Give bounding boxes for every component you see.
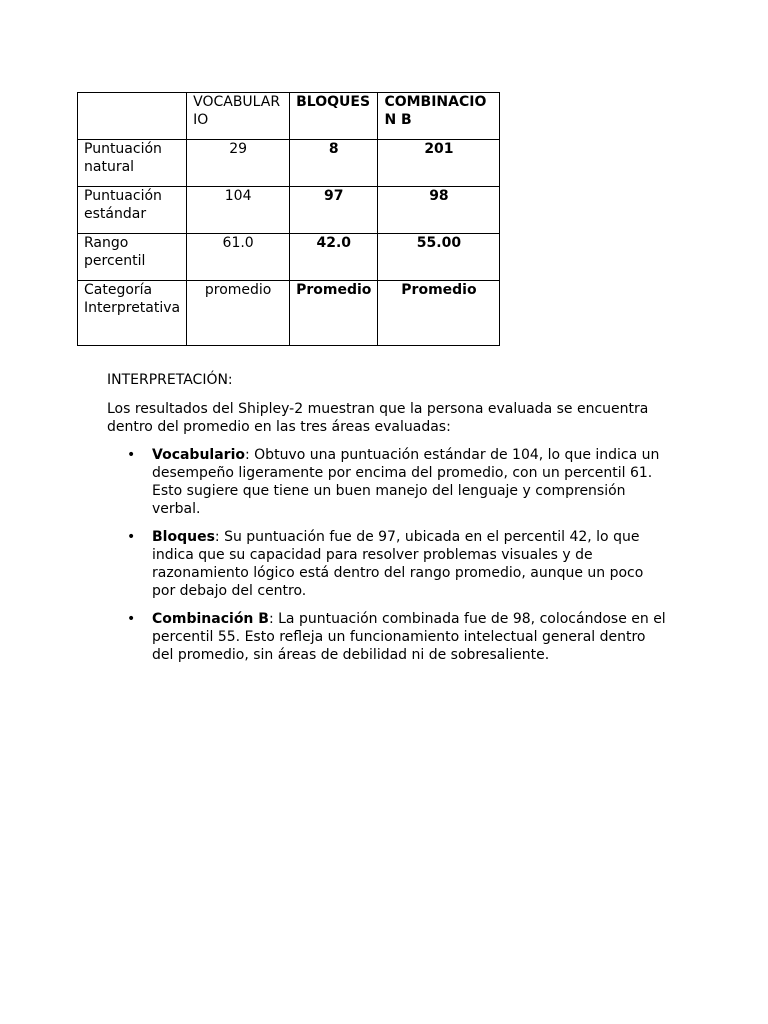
list-item: [107, 528, 667, 600]
cell-value: Promedio: [378, 281, 500, 346]
interpretation-section: [107, 371, 667, 674]
item-text: : Su puntuación fue de 97, ubicada en el percentil 42, lo que indica que su capacidad para resolver problemas visuales y de razonamiento lógico está dentro del rango promedio, aunque un poco por debajo del centro.: [152, 529, 644, 599]
cell-value: Promedio: [290, 281, 378, 346]
table-header-row: [78, 93, 500, 140]
cell-value: 104: [187, 187, 290, 234]
cell-value: 29: [187, 140, 290, 187]
row-label: Rango percentil: [78, 234, 187, 281]
item-text: : Obtuvo una puntuación estándar de 104, lo que indica un desempeño ligeramente por encima del promedio, con un percentil 61. Esto sugiere que tiene un buen manejo del lenguaje y comprensión verbal.: [152, 447, 660, 517]
header-combinacion-b: COMBINACION B: [378, 93, 500, 140]
header-cell-empty: [78, 93, 187, 140]
table-row: [78, 281, 500, 346]
cell-value: 55.00: [378, 234, 500, 281]
cell-value: 98: [378, 187, 500, 234]
item-text: : La puntuación combinada fue de 98, colocándose en el percentil 55. Esto refleja un funcionamiento intelectual general dentro del promedio, sin áreas de debilidad ni de sobresaliente.: [152, 611, 666, 663]
bullet-icon: •: [127, 529, 136, 545]
item-term: Combinación B: [152, 611, 269, 627]
interpretation-intro: Los resultados del Shipley-2 muestran que la persona evaluada se encuentra dentro del promedio en las tres áreas evaluadas:: [107, 401, 649, 435]
table-row: [78, 234, 500, 281]
table-row: [78, 140, 500, 187]
header-vocabulario: VOCABULARIO: [187, 93, 290, 140]
row-label: Puntuación natural: [78, 140, 187, 187]
item-term: Vocabulario: [152, 447, 245, 463]
findings-list: [107, 446, 667, 664]
cell-value: 61.0: [187, 234, 290, 281]
bullet-icon: •: [127, 447, 136, 463]
cell-value: 97: [290, 187, 378, 234]
header-bloques: BLOQUES: [290, 93, 378, 140]
cell-value: promedio: [187, 281, 290, 346]
bullet-icon: •: [127, 611, 136, 627]
cell-value: 42.0: [290, 234, 378, 281]
row-label: Puntuación estándar: [78, 187, 187, 234]
scores-table: [77, 92, 500, 346]
item-term: Bloques: [152, 529, 215, 545]
list-item: [107, 610, 667, 664]
list-item: [107, 446, 667, 518]
interpretation-title: INTERPRETACIÓN:: [107, 372, 233, 388]
table-row: [78, 187, 500, 234]
row-label: Categoría Interpretativa: [78, 281, 187, 346]
cell-value: 201: [378, 140, 500, 187]
cell-value: 8: [290, 140, 378, 187]
